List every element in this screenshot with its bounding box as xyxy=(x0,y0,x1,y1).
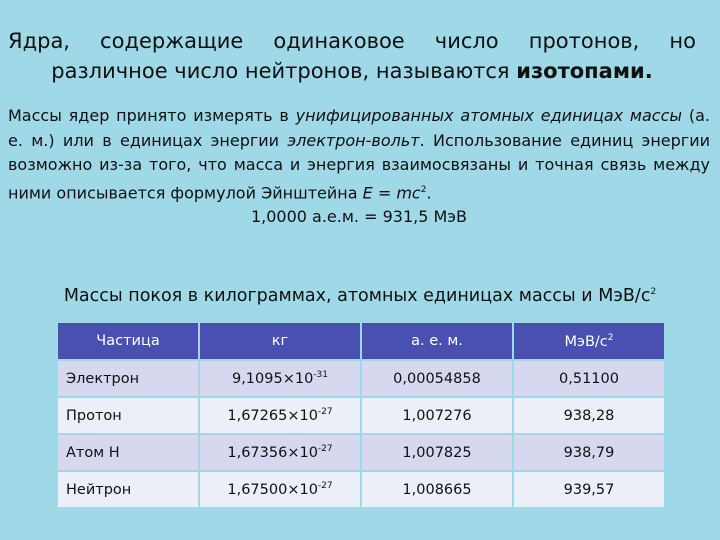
cell-mev: 938,79 xyxy=(513,434,664,471)
body-text-2: (а. е. м.) или в единицах энергии xyxy=(8,106,711,150)
cell-particle: Электрон xyxy=(58,360,199,397)
header-kg: кг xyxy=(199,323,361,360)
cell-particle: Атом H xyxy=(58,434,199,471)
table-caption xyxy=(0,286,720,306)
cell-amu: 0,00054858 xyxy=(361,360,513,397)
mass-table xyxy=(58,323,664,507)
cell-particle: Протон xyxy=(58,397,199,434)
cell-amu: 1,007825 xyxy=(361,434,513,471)
body-paragraph xyxy=(8,104,710,230)
body-text-4: . xyxy=(426,182,432,202)
cell-mev: 0,51100 xyxy=(513,360,664,397)
table-header-row xyxy=(58,323,664,360)
table-row xyxy=(58,360,664,397)
cell-particle: Нейтрон xyxy=(58,471,199,507)
cell-kg: $9,1095\times 10^{-31}$ xyxy=(199,360,361,397)
header-mev: МэВ/$с^2$ xyxy=(513,323,664,360)
einstein-formula: E = mc xyxy=(362,182,421,202)
table-row xyxy=(58,434,664,471)
body-text-3: . Использование единиц энергии возможно из-за того, что масса и энергия взаимосвязаны и точная связь между ними описывается формулой Эйнштейна xyxy=(8,130,710,202)
body-term-amu: унифицированных атомных единицах массы xyxy=(295,106,683,125)
cell-kg: $1,67500\times 10^{-27}$ xyxy=(199,471,361,507)
headline-text: Ядра, содержащие одинаковое число протонов, но различное число нейтронов, называются xyxy=(8,29,696,83)
cell-amu: 1,008665 xyxy=(361,471,513,507)
mass-energy-equivalence: 1,0000 а.е.м. = 931,5 МэВ xyxy=(250,207,468,227)
cell-amu: 1,007276 xyxy=(361,397,513,434)
headline-term: изотопами. xyxy=(516,59,653,83)
header-amu: а. е. м. xyxy=(361,323,513,360)
header-particle: Частица xyxy=(58,323,199,360)
caption-text: Массы покоя в килограммах, атомных единицах массы и МэВ/с xyxy=(63,286,651,306)
headline xyxy=(8,26,696,86)
body-text-1: Массы ядер принято измерять в xyxy=(8,106,296,125)
table-row xyxy=(58,471,664,507)
table-row xyxy=(58,397,664,434)
cell-kg: $1,67265\times 10^{-27}$ xyxy=(199,397,361,434)
cell-mev: 939,57 xyxy=(513,471,664,507)
formula-exponent: 2 xyxy=(420,184,427,195)
cell-mev: 938,28 xyxy=(513,397,664,434)
body-term-ev: электрон-вольт xyxy=(287,130,420,150)
cell-kg: $1,67356\times 10^{-27}$ xyxy=(199,434,361,471)
caption-exponent: 2 xyxy=(650,287,657,298)
